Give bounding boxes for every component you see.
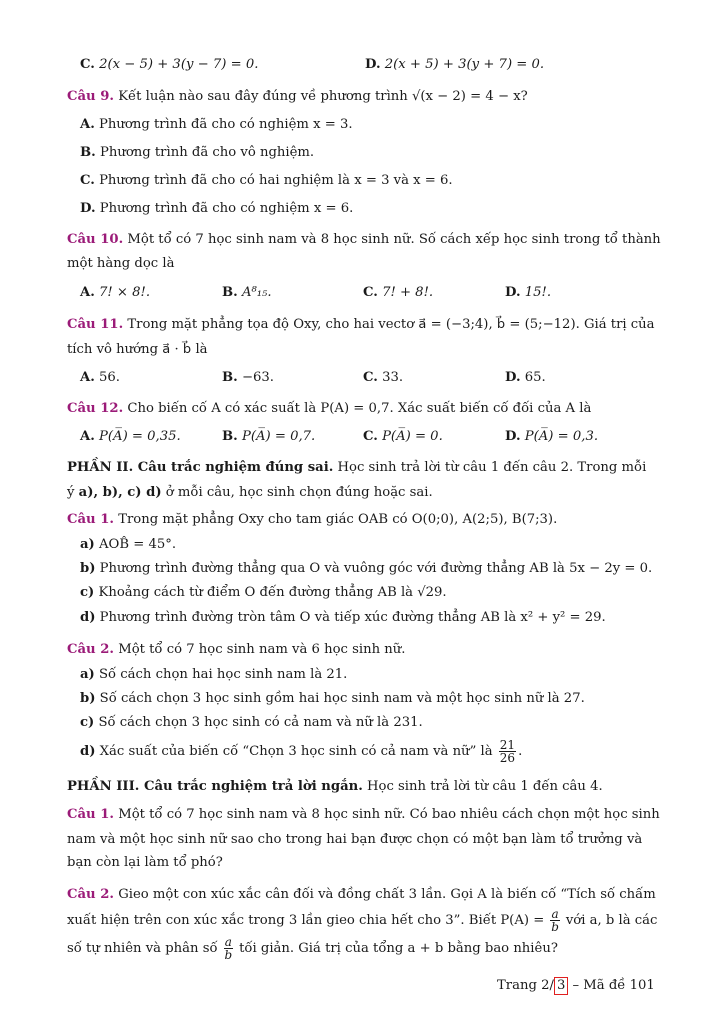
option-text: 56.	[99, 370, 121, 385]
option-label: B.	[222, 285, 238, 300]
option-label: C.	[80, 173, 95, 188]
p3-q2-line2	[67, 906, 657, 936]
fraction-numerator: a	[551, 907, 559, 921]
question-number: Câu 12.	[67, 401, 124, 416]
option-label: B.	[222, 429, 238, 444]
q9-option-d	[80, 200, 353, 218]
fraction-denominator: b	[224, 948, 233, 962]
option-text: Phương trình đã cho có nghiệm x = 6.	[99, 201, 354, 216]
section-title: PHẦN II. Câu trắc nghiệm đúng sai.	[67, 460, 334, 475]
q12-option-d	[505, 428, 598, 446]
option-label: A.	[80, 285, 95, 300]
option-text: 65.	[524, 370, 546, 385]
option-label: D.	[505, 429, 521, 444]
section-intro: Học sinh trả lời từ câu 1 đến câu 2. Trong mỗi	[333, 460, 647, 475]
question-text: Trong mặt phẳng tọa độ Oxy, cho hai vectơ a⃗ = (−3;4), b⃗ = (5;−12). Giá trị của	[127, 317, 655, 332]
option-label: D.	[80, 201, 96, 216]
q12-stem	[67, 400, 591, 418]
footer-prefix: Trang 2/	[497, 978, 554, 993]
p3-q1-line2: nam và một học sinh nữ sao cho trong hai bạn được chọn có một bạn làm tổ trưởng và	[67, 832, 643, 847]
item-text: Phương trình đường tròn tâm O và tiếp xúc đường thẳng AB là x² + y² = 29.	[99, 610, 606, 625]
question-text: với a, b là các	[565, 913, 658, 928]
p2-q1-a	[80, 536, 176, 554]
question-number: Câu 2.	[67, 642, 114, 657]
p2-q1-b	[80, 560, 652, 578]
q9-option-c	[80, 172, 453, 190]
p3-q2-line1	[67, 886, 656, 904]
option-text: Phương trình đã cho có hai nghiệm là x = 3 và x = 6.	[99, 173, 453, 188]
p2-q2-stem	[67, 641, 405, 659]
q11-option-d	[505, 369, 546, 387]
question-number: Câu 1.	[67, 807, 114, 822]
p3-q1-line1	[67, 806, 660, 824]
fraction	[550, 908, 559, 933]
item-text: Phương trình đường thẳng qua O và vuông góc với đường thẳng AB là 5x − 2y = 0.	[99, 561, 653, 576]
q12-option-a	[80, 428, 181, 446]
q10-stem-line1	[67, 231, 661, 249]
option-label: C.	[363, 370, 378, 385]
item-label: b)	[80, 561, 96, 576]
item-text: Số cách chọn 3 học sinh có cả nam và nữ là 231.	[98, 715, 423, 730]
q10-option-b	[222, 284, 272, 302]
p3-q2-line3	[67, 934, 558, 964]
option-text: 7! + 8!.	[382, 285, 434, 300]
option-label: D.	[505, 370, 521, 385]
option-text: 33.	[382, 370, 404, 385]
item-label: c)	[80, 715, 95, 730]
option-text: P(A̅) = 0,3.	[524, 429, 599, 444]
option-label: C.	[363, 429, 378, 444]
option-label: D.	[365, 57, 381, 72]
option-label: D.	[505, 285, 521, 300]
item-label: c)	[80, 585, 95, 600]
p2-q1-d	[80, 609, 606, 627]
page-footer	[497, 977, 655, 995]
option-label: B.	[80, 145, 96, 160]
question-text: Trong mặt phẳng Oxy cho tam giác OAB có O(0;0), A(2;5), B(7;3).	[118, 512, 558, 527]
section-intro: Học sinh trả lời từ câu 1 đến câu 4.	[362, 779, 603, 794]
q9-option-b	[80, 144, 314, 162]
item-label: d)	[80, 610, 96, 625]
intro-bold: a), b), c) d)	[78, 485, 162, 500]
question-text: Cho biến cố A có xác suất là P(A) = 0,7. Xác suất biến cố đối của A là	[127, 401, 592, 416]
option-text: Phương trình đã cho có nghiệm x = 3.	[99, 117, 353, 132]
item-text: AOB̂ = 45°.	[99, 537, 177, 552]
option-text: P(A̅) = 0,7.	[241, 429, 316, 444]
fraction-denominator: b	[551, 920, 559, 934]
question-text: Một tổ có 7 học sinh nam và 8 học sinh nữ. Số cách xếp học sinh trong tổ thành	[127, 232, 661, 247]
item-text: Số cách chọn hai học sinh nam là 21.	[99, 667, 348, 682]
q11-option-b	[222, 369, 274, 387]
item-text: Số cách chọn 3 học sinh gồm hai học sinh nam và một học sinh nữ là 27.	[99, 691, 585, 706]
q8-option-d	[365, 56, 544, 74]
question-text: tối giản. Giá trị của tổng a + b bằng bao nhiêu?	[239, 941, 558, 956]
q12-option-b	[222, 428, 315, 446]
question-text: Kết luận nào sau đây đúng về phương trình √(x − 2) = 4 − x?	[118, 89, 528, 104]
p2-q1-c	[80, 584, 447, 602]
option-text: 7! × 8!.	[99, 285, 151, 300]
question-number: Câu 10.	[67, 232, 124, 247]
item-label: a)	[80, 537, 95, 552]
option-text: A⁸₁₅.	[241, 285, 272, 300]
p2-q2-a	[80, 666, 347, 684]
part3-heading	[67, 778, 603, 796]
item-text: Xác suất của biến cố “Chọn 3 học sinh có cả nam và nữ” là	[99, 744, 493, 759]
page-total-box: 3	[554, 977, 568, 995]
option-text: P(A̅) = 0,35.	[99, 429, 181, 444]
intro-text: ở mỗi câu, học sinh chọn đúng hoặc sai.	[161, 485, 433, 500]
option-text: −63.	[241, 370, 274, 385]
option-label: C.	[80, 57, 95, 72]
fraction-numerator: a	[224, 935, 232, 949]
q11-option-a	[80, 369, 120, 387]
part2-intro-line2	[67, 484, 433, 502]
question-number: Câu 9.	[67, 89, 114, 104]
item-text: Khoảng cách từ điểm O đến đường thẳng AB là √29.	[98, 585, 447, 600]
q12-option-c	[363, 428, 443, 446]
q9-stem	[67, 88, 528, 106]
option-label: B.	[222, 370, 238, 385]
option-text: 2(x + 5) + 3(y + 7) = 0.	[384, 57, 545, 72]
q11-stem-line1	[67, 316, 655, 334]
fraction	[224, 936, 233, 961]
item-label: d)	[80, 744, 96, 759]
question-text: Một tổ có 7 học sinh nam và 8 học sinh nữ. Có bao nhiêu cách chọn một học sinh	[118, 807, 660, 822]
item-label: a)	[80, 667, 95, 682]
fraction	[499, 739, 516, 764]
question-number: Câu 2.	[67, 887, 114, 902]
p2-q1-stem	[67, 511, 557, 529]
option-text: P(A̅) = 0.	[382, 429, 443, 444]
fraction-numerator: 21	[499, 738, 516, 752]
item-end: .	[518, 744, 523, 759]
section-title: PHẦN III. Câu trắc nghiệm trả lời ngắn.	[67, 779, 363, 794]
q11-stem-line2: tích vô hướng a⃗ · b⃗ là	[67, 342, 208, 357]
p2-q2-c	[80, 714, 423, 732]
q8-option-c	[80, 56, 258, 74]
question-text: xuất hiện trên con xúc xắc trong 3 lần gieo chia hết cho 3”. Biết P(A) =	[67, 913, 545, 928]
option-text: Phương trình đã cho vô nghiệm.	[99, 145, 315, 160]
footer-suffix: – Mã đề 101	[568, 978, 655, 993]
option-text: 2(x − 5) + 3(y − 7) = 0.	[99, 57, 259, 72]
question-number: Câu 11.	[67, 317, 124, 332]
p3-q1-line3: bạn còn lại làm tổ phó?	[67, 855, 223, 870]
p2-q2-d	[80, 737, 522, 767]
question-number: Câu 1.	[67, 512, 114, 527]
q10-option-d	[505, 284, 551, 302]
q9-option-a	[80, 116, 353, 134]
question-text: số tự nhiên và phân số	[67, 941, 218, 956]
option-label: C.	[363, 285, 378, 300]
option-label: A.	[80, 117, 95, 132]
option-text: 15!.	[524, 285, 552, 300]
item-label: b)	[80, 691, 96, 706]
q11-option-c	[363, 369, 403, 387]
q10-option-a	[80, 284, 150, 302]
question-text: Gieo một con xúc xắc cân đối và đồng chất 3 lần. Gọi A là biến cố “Tích số chấm	[118, 887, 656, 902]
q10-option-c	[363, 284, 433, 302]
option-label: A.	[80, 370, 95, 385]
option-label: A.	[80, 429, 95, 444]
intro-text: ý	[67, 485, 79, 500]
question-text: Một tổ có 7 học sinh nam và 6 học sinh nữ.	[118, 642, 406, 657]
fraction-denominator: 26	[499, 751, 516, 765]
p2-q2-b	[80, 690, 585, 708]
q10-stem-line2: một hàng dọc là	[67, 256, 175, 271]
part2-heading	[67, 459, 646, 477]
